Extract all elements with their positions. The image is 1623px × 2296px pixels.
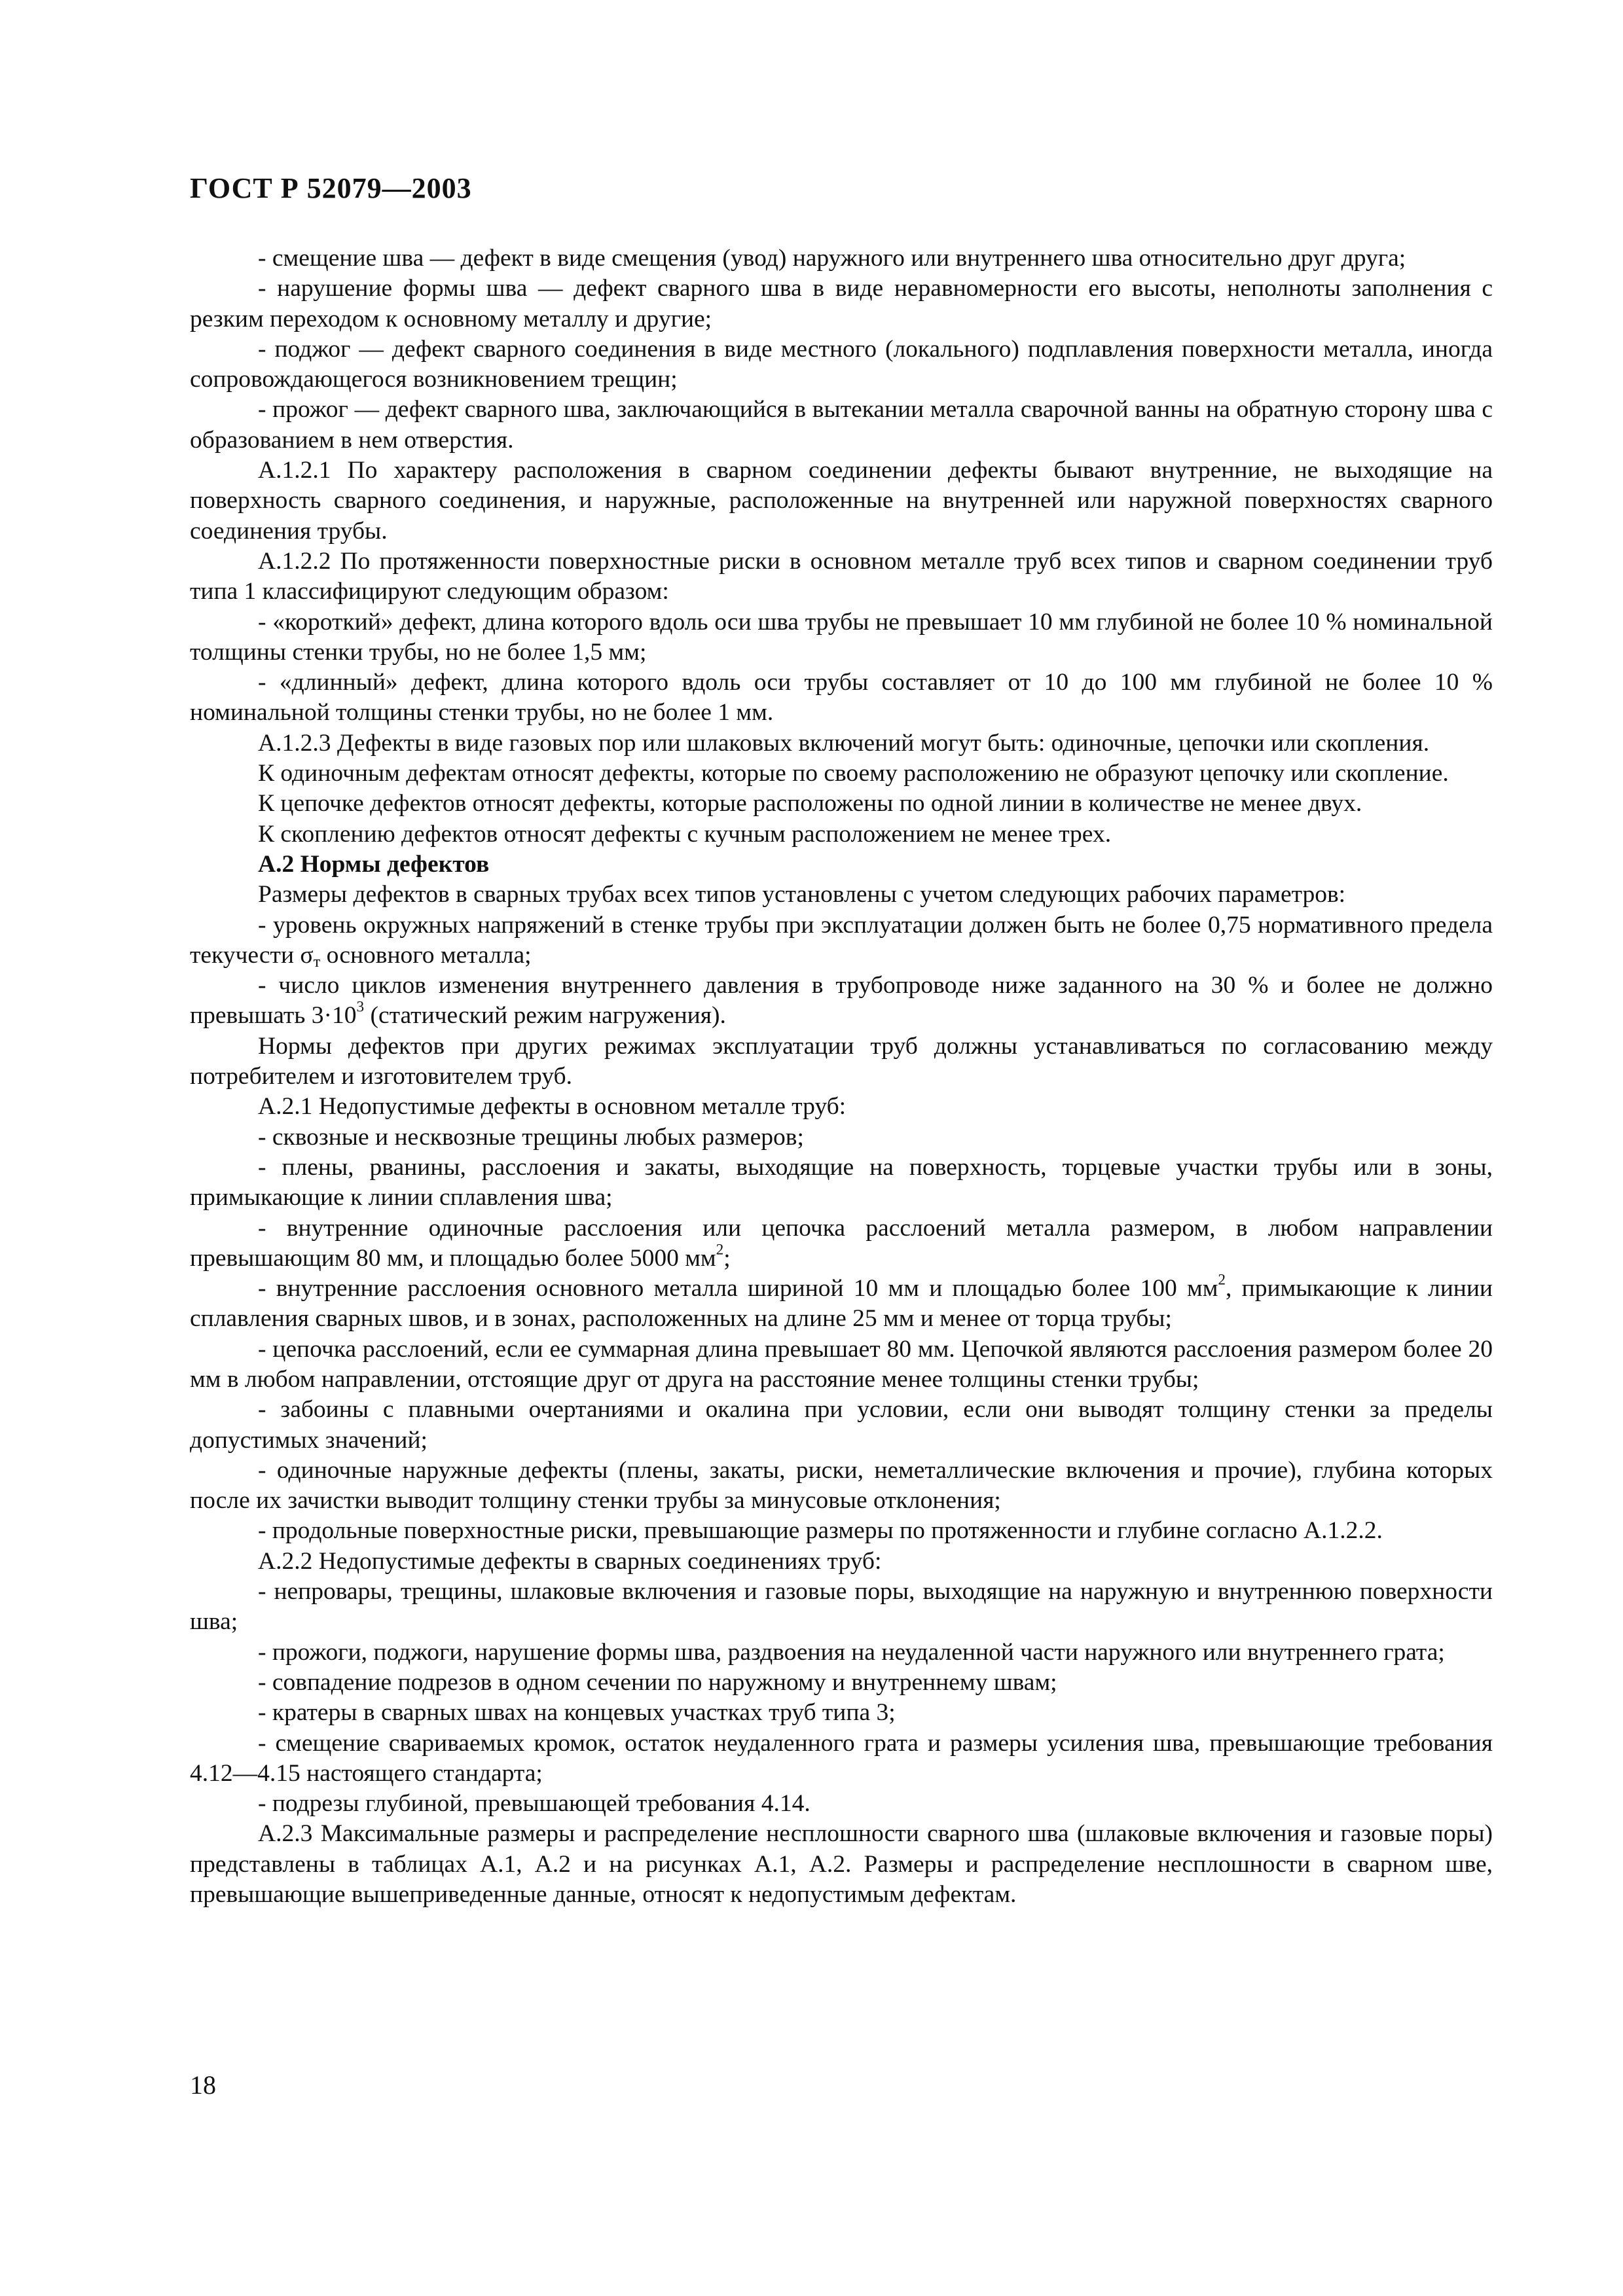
superscript: 3 [356,998,365,1016]
text-run: - число циклов изменения внутреннего давления в трубопроводе ниже заданного на 30 % и более не должно превышать 3·10 [190,972,1493,1030]
text-run: (статический режим нагружения). [364,1002,726,1030]
paragraph: Нормы дефектов при других режимах эксплуатации труб должны устанавливаться по согласованию между потребителем и изготовителем труб. [190,1032,1493,1090]
list-item: - плены, рванины, расслоения и закаты, выходящие на поверхность, торцевые участки трубы или в зоны, примыкающие к линии сплавления шва; [190,1153,1493,1211]
list-item: - сквозные и несквозные трещины любых размеров; [258,1123,804,1151]
list-item [190,1271,1493,1335]
list-item: - прожоги, поджоги, нарушение формы шва, раздвоения на неудаленной части наружного или внутреннего грата; [258,1638,1445,1666]
paragraph: А.1.2.2 По протяженности поверхностные риски в основном металле труб всех типов и сварном соединении труб типа 1 классифицируют следующим образом: [190,547,1493,605]
paragraph: А.1.2.3 Дефекты в виде газовых пор или шлаковых включений могут быть: одиночные, цепочки или скопления. [258,729,1430,757]
page-number: 18 [190,2070,216,2100]
list-item: - совпадение подрезов в одном сечении по наружному и внутреннему швам; [258,1668,1057,1696]
paragraph-cycles [190,971,1493,1031]
paragraph: - «короткий» дефект, длина которого вдоль оси шва трубы не превышает 10 мм глубиной не более 10 % номинальной толщины стенки трубы, но не более 1,5 мм; [190,608,1493,666]
list-item: - продольные поверхностные риски, превышающие размеры по протяженности и глубине согласно А.1.2.2. [258,1517,1383,1545]
text-run: - внутренние расслоения основного металла шириной 10 мм и площадью более 100 мм [258,1275,1218,1302]
text-run: - внутренние одиночные расслоения или цепочка расслоений металла размером, в любом направлении превышающим 80 мм, и площадью более 5000 мм [190,1214,1493,1272]
paragraph: - нарушение формы шва — дефект сварного шва в виде неравномерности его высоты, неполноты заполнения с резким переходом к основному металлу и другие; [190,275,1493,332]
list-item: - забоины с плавными очертаниями и окалина при условии, если они выводят толщину стенки за пределы допустимых значений; [190,1396,1493,1454]
document-header: ГОСТ Р 52079—2003 [190,172,472,204]
text-run: , примыкающие к линии сплавления сварных швов, и в зонах, расположенных на длине 25 мм и менее от торца трубы; [190,1275,1493,1333]
paragraph: К цепочке дефектов относят дефекты, которые расположены по одной линии в количестве не менее двух. [258,790,1362,817]
paragraph: - прожог — дефект сварного шва, заключающийся в вытекании металла сварочной ванны на обратную сторону шва с образованием в нем отверстия. [190,396,1493,454]
paragraph: К скоплению дефектов относят дефекты с кучным расположением не менее трех. [258,820,1112,848]
text-run: ; [723,1244,731,1272]
list-item: - кратеры в сварных швах на концевых участках труб типа 3; [258,1699,896,1727]
section-heading: А.2 Нормы дефектов [258,850,490,878]
paragraph: А.1.2.1 По характеру расположения в сварном соединении дефекты бывают внутренние, не выходящие на поверхность сварного соединения, и наружные, расположенные на внутренней или наружной поверхностях сварного соединения трубы. [190,457,1493,545]
subscript: т [313,952,321,971]
subsection-heading: А.2.1 Недопустимые дефекты в основном металле труб: [258,1093,847,1121]
paragraph: - поджог — дефект сварного соединения в виде местного (локального) подплавления поверхности металла, иногда сопровождающегося возникновением трещин; [190,335,1493,393]
paragraph: А.2.3 Максимальные размеры и распределение несплошности сварного шва (шлаковые включения и газовые поры) представлены в таблицах А.1, А.2 и на рисунках А.1, А.2. Размеры и распределение несплошности в сварном шве, превышающие вышеприведенные данные, относят к недопустимым дефектам. [190,1820,1493,1909]
list-item: - цепочка расслоений, если ее суммарная длина превышает 80 мм. Цепочкой являются расслоения размером более 20 мм в любом направлении, отстоящие друг от друга на расстояние менее толщины стенки трубы; [190,1335,1493,1393]
paragraph: Размеры дефектов в сварных трубах всех типов установлены с учетом следующих рабочих параметров: [258,881,1346,908]
list-item: - одиночные наружные дефекты (плены, закаты, риски, неметаллические включения и прочие), глубина которых после их зачистки выводит толщину стенки трубы за минусовые отклонения; [190,1456,1493,1515]
list-item: - подрезы глубиной, превышающей требования 4.14. [258,1790,811,1818]
superscript: 2 [1218,1271,1226,1289]
text-run: - уровень окружных напряжений в стенке трубы при эксплуатации должен быть не более 0,75 нормативного предела текучести σ [190,911,1493,969]
document-body [190,243,1493,1910]
paragraph: - смещение шва — дефект в виде смещения (увод) наружного или внутреннего шва относительно друг друга; [258,245,1406,272]
text-run: основного металла; [320,941,532,969]
list-item: - непровары, трещины, шлаковые включения и газовые поры, выходящие на наружную и внутреннюю поверхности шва; [190,1578,1493,1636]
list-item [190,1213,1493,1274]
list-item: - смещение свариваемых кромок, остаток неудаленного грата и размеры усиления шва, превышающие требования 4.12—4.15 настоящего стандарта; [190,1729,1493,1787]
paragraph: - «длинный» дефект, длина которого вдоль оси трубы составляет от 10 до 100 мм глубиной не более 10 % номинальной толщины стенки трубы, но не более 1 мм. [190,669,1493,726]
subsection-heading: А.2.2 Недопустимые дефекты в сварных соединениях труб: [258,1547,882,1575]
paragraph: К одиночным дефектам относят дефекты, которые по своему расположению не образуют цепочку или скопление. [258,760,1449,787]
superscript: 2 [716,1241,724,1259]
paragraph-stress [190,910,1493,971]
